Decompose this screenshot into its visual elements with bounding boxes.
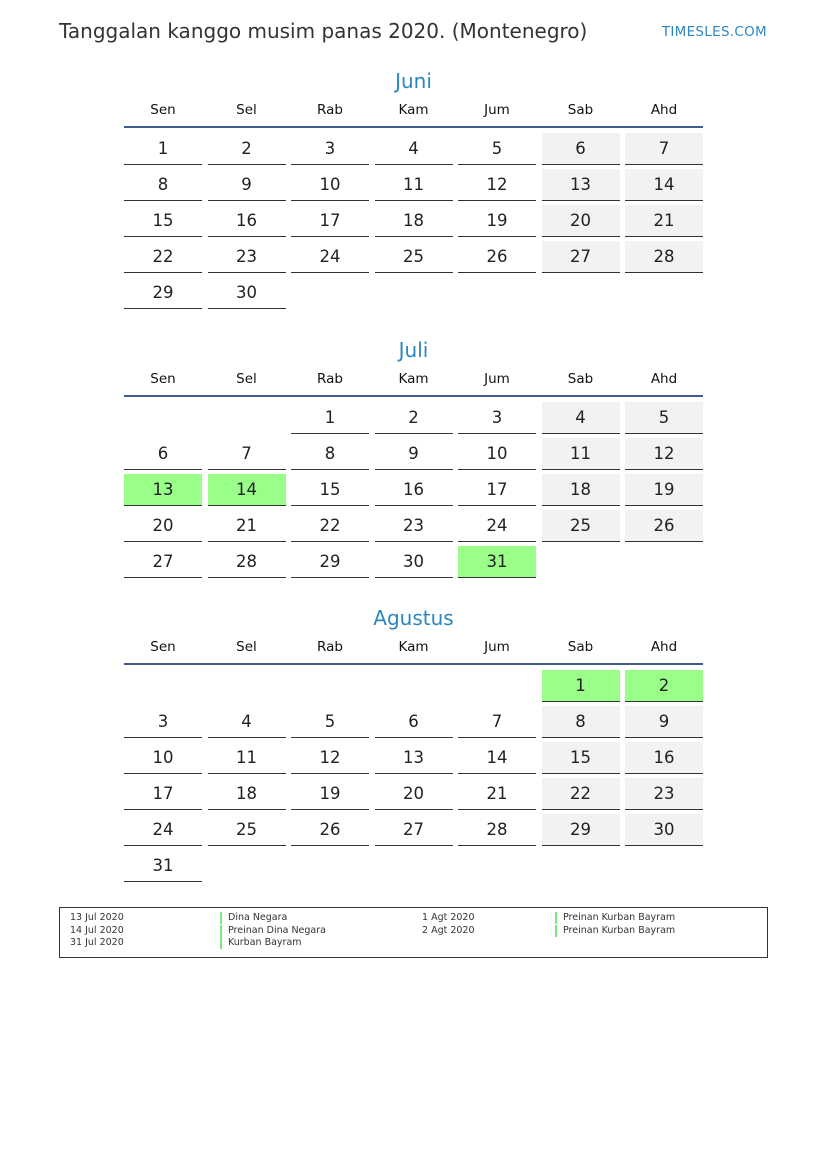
day-cell: 31 bbox=[124, 850, 202, 882]
day-cell: 7 bbox=[208, 438, 286, 470]
day-cell: 15 bbox=[124, 205, 202, 237]
month-name: Juni bbox=[395, 69, 432, 93]
day-cell: 19 bbox=[458, 205, 536, 237]
legend-holiday-name: Preinan Kurban Bayram bbox=[555, 925, 675, 937]
day-cell: 2 bbox=[208, 133, 286, 165]
day-cell: 21 bbox=[625, 205, 703, 237]
day-cell: 17 bbox=[458, 474, 536, 506]
month-name: Agustus bbox=[373, 606, 454, 630]
day-cell: 14 bbox=[208, 474, 286, 506]
day-cell: 21 bbox=[208, 510, 286, 542]
day-cell: 24 bbox=[124, 814, 202, 846]
empty-day-cell bbox=[375, 850, 453, 881]
day-cell: 4 bbox=[542, 402, 620, 434]
day-cell: 15 bbox=[291, 474, 369, 506]
empty-day-cell bbox=[124, 402, 202, 433]
day-cell: 7 bbox=[458, 706, 536, 738]
day-cell: 26 bbox=[458, 241, 536, 273]
legend-date: 14 Jul 2020 bbox=[70, 925, 124, 936]
empty-day-cell bbox=[375, 670, 453, 701]
day-cell: 27 bbox=[124, 546, 202, 578]
weekday-label: Jum bbox=[484, 639, 510, 655]
day-cell: 22 bbox=[542, 778, 620, 810]
day-cell: 6 bbox=[375, 706, 453, 738]
month-block-agustus bbox=[124, 605, 703, 886]
day-cell: 12 bbox=[291, 742, 369, 774]
weekday-label: Sen bbox=[150, 371, 176, 387]
weekday-label: Rab bbox=[317, 102, 343, 118]
weekday-label: Jum bbox=[484, 371, 510, 387]
day-cell: 23 bbox=[375, 510, 453, 542]
day-cell: 9 bbox=[375, 438, 453, 470]
day-cell: 29 bbox=[291, 546, 369, 578]
day-cell: 25 bbox=[375, 241, 453, 273]
empty-day-cell bbox=[208, 402, 286, 433]
week-row bbox=[124, 438, 703, 474]
day-cell: 13 bbox=[124, 474, 202, 506]
day-cell: 27 bbox=[375, 814, 453, 846]
day-cell: 13 bbox=[375, 742, 453, 774]
day-cell: 28 bbox=[208, 546, 286, 578]
weekday-label: Rab bbox=[317, 371, 343, 387]
week-row bbox=[124, 706, 703, 742]
month-name: Juli bbox=[398, 338, 429, 362]
day-cell: 11 bbox=[375, 169, 453, 201]
day-cell: 18 bbox=[375, 205, 453, 237]
empty-day-cell bbox=[291, 277, 369, 308]
empty-day-cell bbox=[458, 277, 536, 308]
day-cell: 25 bbox=[208, 814, 286, 846]
day-cell: 18 bbox=[208, 778, 286, 810]
day-cell: 24 bbox=[291, 241, 369, 273]
day-cell: 14 bbox=[625, 169, 703, 201]
legend-holiday-name: Preinan Kurban Bayram bbox=[555, 912, 675, 924]
empty-day-cell bbox=[542, 850, 620, 881]
day-cell: 20 bbox=[124, 510, 202, 542]
weekday-label: Ahd bbox=[650, 102, 678, 118]
day-cell: 24 bbox=[458, 510, 536, 542]
week-row bbox=[124, 742, 703, 778]
empty-day-cell bbox=[542, 546, 620, 577]
day-cell: 23 bbox=[208, 241, 286, 273]
day-cell: 22 bbox=[291, 510, 369, 542]
header-rule bbox=[124, 663, 703, 665]
day-cell: 6 bbox=[124, 438, 202, 470]
day-cell: 5 bbox=[291, 706, 369, 738]
weekday-label: Kam bbox=[398, 371, 429, 387]
day-cell: 30 bbox=[208, 277, 286, 309]
month-block-juli bbox=[124, 337, 703, 582]
day-cell: 16 bbox=[375, 474, 453, 506]
day-cell: 31 bbox=[458, 546, 536, 578]
day-cell: 7 bbox=[625, 133, 703, 165]
empty-day-cell bbox=[291, 670, 369, 701]
empty-day-cell bbox=[625, 277, 703, 308]
header-rule bbox=[124, 395, 703, 397]
legend-holiday-name: Preinan Dina Negara bbox=[220, 925, 326, 937]
day-cell: 8 bbox=[542, 706, 620, 738]
day-cell: 30 bbox=[375, 546, 453, 578]
weekday-label: Rab bbox=[317, 639, 343, 655]
week-row bbox=[124, 850, 703, 886]
weekday-label: Ahd bbox=[650, 639, 678, 655]
weekday-label: Kam bbox=[398, 102, 429, 118]
day-cell: 17 bbox=[124, 778, 202, 810]
day-cell: 10 bbox=[458, 438, 536, 470]
day-cell: 10 bbox=[291, 169, 369, 201]
empty-day-cell bbox=[208, 670, 286, 701]
day-cell: 10 bbox=[124, 742, 202, 774]
month-block-juni bbox=[124, 68, 703, 313]
day-cell: 27 bbox=[542, 241, 620, 273]
header-rule bbox=[124, 126, 703, 128]
brand-logo-text[interactable]: TIMESLES.COM bbox=[661, 24, 767, 40]
day-cell: 5 bbox=[458, 133, 536, 165]
day-cell: 12 bbox=[458, 169, 536, 201]
weekday-label: Kam bbox=[398, 639, 429, 655]
day-cell: 2 bbox=[375, 402, 453, 434]
day-cell: 19 bbox=[291, 778, 369, 810]
weekday-header bbox=[124, 639, 703, 663]
day-cell: 3 bbox=[458, 402, 536, 434]
day-cell: 14 bbox=[458, 742, 536, 774]
weekday-header bbox=[124, 371, 703, 395]
weekday-label: Sel bbox=[236, 639, 257, 655]
week-row bbox=[124, 205, 703, 241]
day-cell: 30 bbox=[625, 814, 703, 846]
day-cell: 18 bbox=[542, 474, 620, 506]
weekday-label: Sel bbox=[236, 102, 257, 118]
holiday-legend bbox=[59, 907, 768, 958]
day-cell: 1 bbox=[542, 670, 620, 702]
empty-day-cell bbox=[375, 277, 453, 308]
day-cell: 13 bbox=[542, 169, 620, 201]
weekday-label: Sen bbox=[150, 102, 176, 118]
day-cell: 3 bbox=[124, 706, 202, 738]
day-cell: 29 bbox=[542, 814, 620, 846]
legend-date: 2 Agt 2020 bbox=[422, 925, 475, 936]
day-cell: 1 bbox=[291, 402, 369, 434]
legend-date: 1 Agt 2020 bbox=[422, 912, 475, 923]
day-cell: 26 bbox=[625, 510, 703, 542]
weekday-label: Sen bbox=[150, 639, 176, 655]
day-cell: 2 bbox=[625, 670, 703, 702]
empty-day-cell bbox=[542, 277, 620, 308]
day-cell: 19 bbox=[625, 474, 703, 506]
week-row bbox=[124, 546, 703, 582]
weekday-label: Sel bbox=[236, 371, 257, 387]
legend-holiday-name: Dina Negara bbox=[220, 912, 287, 924]
empty-day-cell bbox=[291, 850, 369, 881]
week-row bbox=[124, 241, 703, 277]
week-row bbox=[124, 670, 703, 706]
day-cell: 9 bbox=[625, 706, 703, 738]
day-cell: 16 bbox=[208, 205, 286, 237]
week-row bbox=[124, 277, 703, 313]
day-cell: 16 bbox=[625, 742, 703, 774]
day-cell: 5 bbox=[625, 402, 703, 434]
day-cell: 4 bbox=[375, 133, 453, 165]
day-cell: 3 bbox=[291, 133, 369, 165]
weekday-label: Sab bbox=[567, 371, 594, 387]
weekday-label: Sab bbox=[567, 102, 594, 118]
day-cell: 26 bbox=[291, 814, 369, 846]
week-row bbox=[124, 510, 703, 546]
legend-holiday-name: Kurban Bayram bbox=[220, 937, 302, 949]
day-cell: 4 bbox=[208, 706, 286, 738]
day-cell: 22 bbox=[124, 241, 202, 273]
day-cell: 15 bbox=[542, 742, 620, 774]
day-cell: 11 bbox=[542, 438, 620, 470]
day-cell: 23 bbox=[625, 778, 703, 810]
legend-date: 13 Jul 2020 bbox=[70, 912, 124, 923]
weekday-label: Jum bbox=[484, 102, 510, 118]
weekday-header bbox=[124, 102, 703, 126]
weekday-label: Ahd bbox=[650, 371, 678, 387]
day-cell: 1 bbox=[124, 133, 202, 165]
empty-day-cell bbox=[208, 850, 286, 881]
week-row bbox=[124, 778, 703, 814]
day-cell: 20 bbox=[375, 778, 453, 810]
day-cell: 28 bbox=[458, 814, 536, 846]
day-cell: 11 bbox=[208, 742, 286, 774]
week-row bbox=[124, 402, 703, 438]
week-row bbox=[124, 133, 703, 169]
empty-day-cell bbox=[625, 546, 703, 577]
day-cell: 8 bbox=[291, 438, 369, 470]
empty-day-cell bbox=[124, 670, 202, 701]
empty-day-cell bbox=[625, 850, 703, 881]
day-cell: 8 bbox=[124, 169, 202, 201]
legend-date: 31 Jul 2020 bbox=[70, 937, 124, 948]
weekday-label: Sab bbox=[567, 639, 594, 655]
day-cell: 20 bbox=[542, 205, 620, 237]
day-cell: 12 bbox=[625, 438, 703, 470]
day-cell: 25 bbox=[542, 510, 620, 542]
empty-day-cell bbox=[458, 670, 536, 701]
day-cell: 6 bbox=[542, 133, 620, 165]
day-cell: 21 bbox=[458, 778, 536, 810]
day-cell: 29 bbox=[124, 277, 202, 309]
day-cell: 9 bbox=[208, 169, 286, 201]
week-row bbox=[124, 169, 703, 205]
page-title: Tanggalan kanggo musim panas 2020. (Montenegro) bbox=[59, 19, 588, 43]
day-cell: 17 bbox=[291, 205, 369, 237]
empty-day-cell bbox=[458, 850, 536, 881]
week-row bbox=[124, 814, 703, 850]
day-cell: 28 bbox=[625, 241, 703, 273]
week-row bbox=[124, 474, 703, 510]
